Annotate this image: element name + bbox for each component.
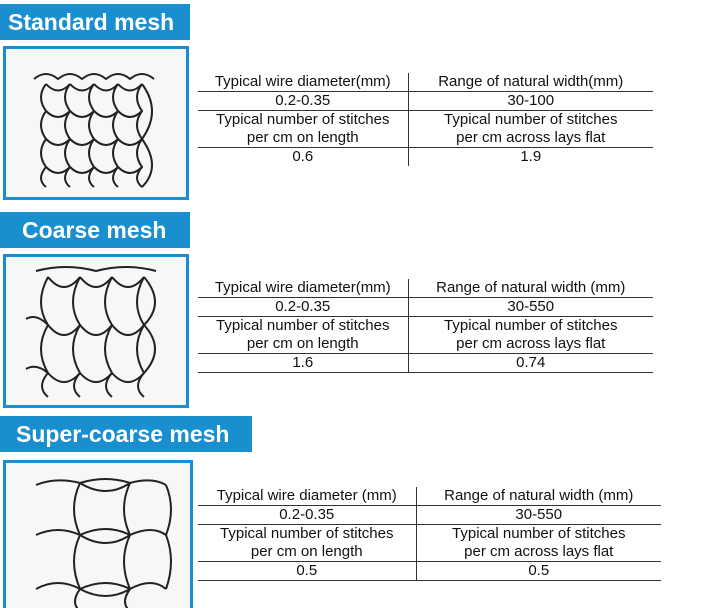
stitches-across-value: 0.74 — [408, 354, 653, 373]
coarse-mesh-spec-table — [198, 279, 653, 373]
wire-diameter-value: 0.2-0.35 — [198, 92, 408, 111]
table-row — [198, 562, 661, 581]
table-row — [198, 317, 653, 354]
table-row — [198, 279, 653, 298]
super-coarse-mesh-spec-table — [198, 487, 661, 581]
stitches-length-label: Typical number of stitches per cm on length — [198, 317, 408, 354]
table-row — [198, 111, 653, 148]
stitches-length-value: 1.6 — [198, 354, 408, 373]
wire-diameter-label: Typical wire diameter(mm) — [198, 279, 408, 298]
wire-diameter-label: Typical wire diameter (mm) — [198, 487, 416, 506]
wire-diameter-value: 0.2-0.35 — [198, 298, 408, 317]
table-row — [198, 525, 661, 562]
wire-diameter-value: 0.2-0.35 — [198, 506, 416, 525]
coarse-mesh-photo — [3, 254, 189, 408]
coarse-mesh-title: Coarse mesh — [0, 212, 190, 248]
table-row — [198, 298, 653, 317]
stitches-across-label: Typical number of stitches per cm across lays flat — [408, 111, 653, 148]
natural-width-label: Range of natural width (mm) — [408, 279, 653, 298]
table-row — [198, 73, 653, 92]
table-row — [198, 487, 661, 506]
stitches-across-label: Typical number of stitches per cm across lays flat — [408, 317, 653, 354]
table-row — [198, 92, 653, 111]
standard-mesh-photo — [3, 46, 189, 200]
wire-diameter-label: Typical wire diameter(mm) — [198, 73, 408, 92]
super-coarse-mesh-title: Super-coarse mesh — [0, 416, 252, 452]
natural-width-value: 30-550 — [416, 506, 661, 525]
standard-mesh-spec-table — [198, 73, 653, 166]
stitches-length-label: Typical number of stitches per cm on length — [198, 111, 408, 148]
table-row — [198, 506, 661, 525]
stitches-length-label: Typical number of stitches per cm on length — [198, 525, 416, 562]
natural-width-value: 30-550 — [408, 298, 653, 317]
table-row — [198, 148, 653, 167]
stitches-length-value: 0.5 — [198, 562, 416, 581]
standard-mesh-title: Standard mesh — [0, 4, 190, 40]
stitches-length-value: 0.6 — [198, 148, 408, 167]
super-coarse-mesh-photo — [3, 460, 193, 608]
table-row — [198, 354, 653, 373]
stitches-across-label: Typical number of stitches per cm across lays flat — [416, 525, 661, 562]
super-coarse-mesh-drawing — [6, 463, 190, 608]
coarse-mesh-drawing — [6, 257, 186, 405]
natural-width-label: Range of natural width(mm) — [408, 73, 653, 92]
natural-width-label: Range of natural width (mm) — [416, 487, 661, 506]
standard-mesh-drawing — [6, 49, 186, 197]
natural-width-value: 30-100 — [408, 92, 653, 111]
stitches-across-value: 1.9 — [520, 148, 542, 165]
stitches-across-value: 0.5 — [416, 562, 661, 581]
